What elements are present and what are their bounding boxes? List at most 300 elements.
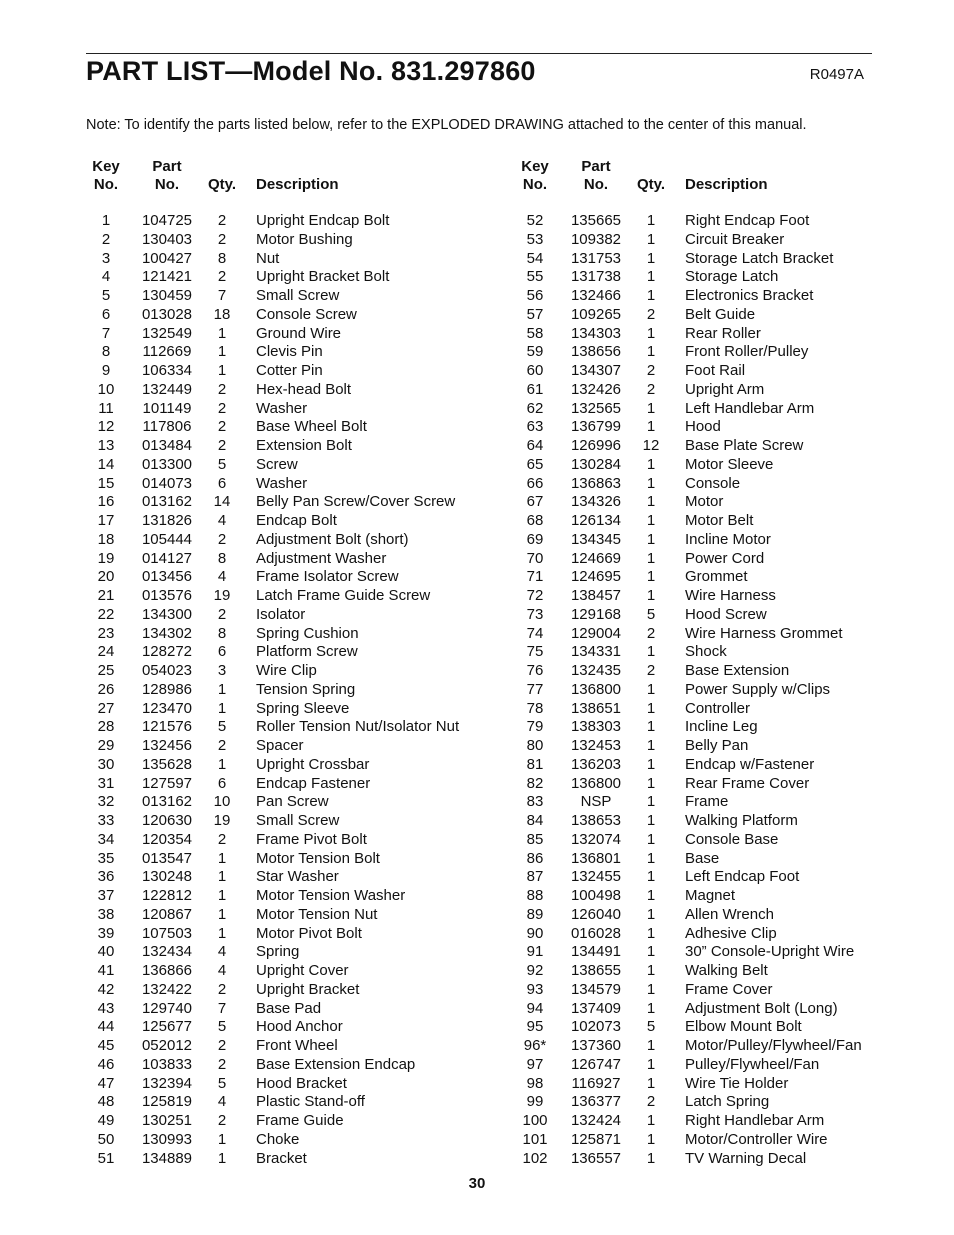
part-number: 101149 (142, 399, 192, 417)
key-number: 70 (526, 549, 544, 567)
part-row (515, 362, 935, 381)
quantity: 1 (646, 680, 656, 698)
key-number: 79 (526, 718, 544, 736)
key-number: 62 (526, 399, 544, 417)
part-description: Elbow Mount Bolt (685, 1018, 802, 1036)
part-number: 126747 (570, 1055, 622, 1073)
part-number: 137409 (570, 999, 622, 1017)
part-description: Star Washer (256, 868, 339, 886)
part-row (86, 906, 506, 925)
quantity: 6 (217, 474, 227, 492)
part-description: Choke (256, 1130, 300, 1148)
part-number: 121576 (141, 718, 193, 736)
part-description: Console Screw (256, 305, 357, 323)
part-row (515, 1000, 935, 1019)
key-number: 2 (101, 230, 111, 248)
key-number: 80 (526, 737, 544, 754)
part-row (515, 343, 935, 362)
quantity: 1 (646, 587, 656, 604)
part-number: 134300 (141, 605, 193, 623)
part-number: 122812 (141, 887, 193, 904)
part-row (515, 1075, 935, 1094)
part-description: Belt Guide (685, 305, 756, 323)
quantity: 1 (646, 1037, 656, 1054)
part-row (515, 1037, 935, 1056)
part-row (515, 756, 935, 775)
part-row (86, 943, 506, 962)
part-row (86, 981, 506, 1000)
quantity: 2 (646, 624, 656, 642)
part-row (515, 643, 935, 662)
part-description: Right Endcap Foot (685, 212, 810, 229)
key-number: 14 (97, 455, 115, 473)
key-number: 60 (526, 362, 544, 379)
key-number: 45 (97, 1037, 115, 1054)
part-row (515, 268, 935, 287)
part-description: Circuit Breaker (685, 230, 785, 248)
key-number: 82 (526, 774, 544, 792)
key-number: 93 (526, 980, 544, 998)
part-description: Latch Spring (685, 1093, 770, 1111)
key-number: 71 (526, 568, 544, 586)
part-description: Frame (685, 793, 729, 811)
quantity: 1 (646, 1149, 656, 1167)
part-description: Spring Sleeve (256, 699, 350, 717)
part-description: Ground Wire (256, 324, 342, 342)
part-number: 013576 (141, 587, 193, 604)
part-description: Hex-head Bolt (256, 380, 352, 398)
part-description: Magnet (685, 887, 736, 904)
part-row (515, 850, 935, 869)
quantity: 1 (217, 324, 227, 342)
key-number: 72 (526, 587, 544, 604)
part-row (86, 512, 506, 531)
part-row (515, 943, 935, 962)
part-row (515, 231, 935, 250)
key-number: 78 (526, 699, 544, 717)
part-row (515, 531, 935, 550)
part-number: 117806 (142, 418, 192, 436)
part-description: Grommet (685, 568, 748, 586)
part-row (86, 550, 506, 569)
key-header: Key No. (521, 158, 549, 193)
part-description: Motor Belt (685, 512, 754, 529)
key-number: 5 (101, 287, 111, 304)
part-row (86, 362, 506, 381)
part-description: Motor/Pulley/Flywheel/Fan (685, 1037, 862, 1054)
part-number: 130248 (141, 868, 193, 886)
part-description: Rear Frame Cover (685, 774, 810, 792)
quantity: 19 (213, 587, 231, 604)
part-description: Roller Tension Nut/Isolator Nut (256, 718, 460, 736)
quantity: 7 (217, 287, 227, 304)
part-description: Front Wheel (256, 1037, 338, 1054)
part-number: 109265 (570, 305, 622, 323)
qty-header: Qty. (636, 176, 666, 193)
part-row (86, 1075, 506, 1094)
part-row (515, 981, 935, 1000)
part-number: 131738 (570, 268, 622, 286)
part-number: 134303 (570, 324, 622, 342)
key-number: 25 (97, 662, 115, 679)
quantity: 2 (217, 230, 227, 248)
part-number: 102073 (570, 1018, 622, 1036)
part-number: 130251 (141, 1112, 193, 1129)
part-row (515, 700, 935, 719)
part-description: Spacer (256, 737, 304, 754)
key-number: 56 (526, 287, 544, 304)
part-description: Base Extension (685, 662, 790, 679)
quantity: 1 (217, 924, 227, 942)
part-row (515, 493, 935, 512)
part-description: Right Handlebar Arm (685, 1112, 825, 1129)
part-row (515, 606, 935, 625)
part-number: 106334 (141, 362, 193, 379)
key-number: 44 (97, 1018, 115, 1036)
key-number: 87 (526, 868, 544, 886)
part-row (515, 831, 935, 850)
part-row (515, 306, 935, 325)
quantity: 1 (646, 1055, 656, 1073)
part-number: 120867 (141, 905, 193, 923)
quantity: 1 (217, 905, 227, 923)
key-number: 21 (97, 587, 115, 604)
key-number: 83 (526, 793, 544, 811)
quantity: 2 (217, 605, 227, 623)
part-description: Power Cord (685, 549, 765, 567)
part-number: 132449 (141, 380, 193, 398)
qty-header: Qty. (207, 176, 237, 193)
key-number: 16 (97, 493, 115, 511)
part-description: Incline Motor (685, 530, 771, 548)
part-row (86, 568, 506, 587)
key-number: 54 (526, 249, 544, 267)
part-description: Walking Platform (685, 812, 798, 829)
part-description: Bracket (256, 1149, 307, 1167)
quantity: 1 (646, 793, 656, 811)
key-number: 51 (97, 1149, 115, 1167)
part-row (515, 1131, 935, 1150)
part-number: 130993 (141, 1130, 193, 1148)
quantity: 1 (217, 1149, 227, 1167)
key-number: 68 (526, 512, 544, 529)
part-number: 136800 (570, 680, 622, 698)
quantity: 2 (217, 418, 227, 436)
part-row (515, 1018, 935, 1037)
part-number: 130459 (141, 287, 193, 304)
quantity: 4 (217, 512, 227, 529)
quantity: 6 (217, 774, 227, 792)
part-number: 013162 (141, 493, 193, 511)
key-number: 38 (97, 905, 115, 923)
key-number: 35 (97, 849, 115, 867)
part-number: 104725 (141, 212, 193, 229)
part-number: 100498 (570, 887, 622, 904)
part-number: 103833 (141, 1055, 193, 1073)
key-number: 90 (526, 924, 544, 942)
key-number: 76 (526, 662, 544, 679)
part-row (86, 793, 506, 812)
key-number: 33 (97, 812, 115, 829)
quantity: 1 (646, 549, 656, 567)
part-description: Hood Screw (685, 605, 767, 623)
part-number: 138656 (570, 343, 622, 361)
part-description: Adjustment Bolt (Long) (685, 999, 838, 1017)
part-row (86, 587, 506, 606)
part-number: 129740 (141, 999, 193, 1017)
quantity: 1 (646, 905, 656, 923)
right-parts-list (515, 212, 935, 1168)
key-number: 39 (97, 924, 115, 942)
part-row (86, 868, 506, 887)
part-number: 134302 (141, 624, 193, 642)
part-description: Frame Cover (685, 980, 773, 998)
part-number: 105444 (141, 530, 193, 548)
part-row (86, 812, 506, 831)
part-description: Power Supply w/Clips (685, 680, 831, 698)
quantity: 14 (213, 493, 231, 511)
part-number: 131753 (570, 249, 622, 267)
key-number: 24 (97, 643, 115, 661)
part-number: 137360 (570, 1037, 622, 1054)
part-number: 127597 (141, 774, 193, 792)
page-number: 30 (468, 1175, 486, 1192)
part-number: 014127 (141, 549, 193, 567)
key-number: 22 (97, 605, 115, 623)
quantity: 4 (217, 943, 227, 961)
quantity: 4 (217, 568, 227, 586)
key-number: 43 (97, 999, 115, 1017)
part-number: 100427 (141, 249, 193, 267)
part-row (515, 1093, 935, 1112)
key-number: 63 (526, 418, 544, 436)
key-number: 102 (522, 1149, 548, 1167)
part-row (515, 868, 935, 887)
part-description: Small Screw (256, 812, 340, 829)
part-number: 128272 (141, 643, 193, 661)
part-row (86, 306, 506, 325)
part-row (86, 1131, 506, 1150)
quantity: 2 (217, 212, 227, 229)
key-number: 8 (101, 343, 111, 361)
quantity: 1 (646, 493, 656, 511)
key-number: 89 (526, 905, 544, 923)
part-row (515, 212, 935, 231)
part-row (86, 381, 506, 400)
part-description: Base Extension Endcap (256, 1055, 416, 1073)
quantity: 1 (646, 849, 656, 867)
part-row (86, 962, 506, 981)
part-row (515, 887, 935, 906)
part-description: Rear Roller (685, 324, 761, 342)
key-number: 26 (97, 680, 115, 698)
quantity: 10 (213, 793, 231, 811)
part-row (86, 231, 506, 250)
part-description: Motor Tension Washer (256, 887, 406, 904)
part-number: 130403 (141, 230, 193, 248)
note-text: Note: To identify the parts listed below, refer to the EXPLODED DRAWING attached to the center of this manual. (86, 117, 807, 133)
quantity: 1 (646, 268, 656, 286)
part-description: Hood Anchor (256, 1018, 343, 1036)
part-number: 129004 (570, 624, 622, 642)
key-number: 69 (526, 530, 544, 548)
key-number: 48 (97, 1093, 115, 1111)
key-number: 92 (526, 962, 544, 979)
quantity: 19 (213, 812, 231, 829)
quantity: 1 (217, 849, 227, 867)
quantity: 1 (646, 643, 656, 661)
page-title: PART LIST—Model No. 831.297860 (86, 56, 536, 86)
part-description: Motor/Controller Wire (685, 1130, 828, 1148)
key-number: 32 (97, 793, 115, 811)
part-description: 30” Console-Upright Wire (685, 943, 855, 961)
part-number: 124695 (570, 568, 622, 586)
quantity: 1 (646, 1074, 656, 1092)
key-number: 85 (526, 830, 544, 848)
part-description: Adjustment Bolt (short) (256, 530, 409, 548)
key-number: 20 (97, 568, 115, 586)
key-number: 88 (526, 887, 544, 904)
key-number: 58 (526, 324, 544, 342)
part-description: Left Endcap Foot (685, 868, 800, 886)
part-number: 132426 (570, 380, 622, 398)
part-description: TV Warning Decal (685, 1149, 807, 1167)
part-number: 130284 (570, 455, 622, 473)
quantity: 1 (646, 924, 656, 942)
part-description: Motor Sleeve (685, 455, 774, 473)
part-number: 134331 (570, 643, 622, 661)
part-row (515, 381, 935, 400)
quantity: 1 (646, 212, 656, 229)
part-number: 125871 (570, 1130, 622, 1148)
part-row (515, 287, 935, 306)
key-header: Key No. (92, 158, 120, 193)
quantity: 2 (646, 380, 656, 398)
part-description: Shock (685, 643, 727, 661)
part-row (86, 737, 506, 756)
part-description: Extension Bolt (256, 437, 352, 454)
key-number: 65 (526, 455, 544, 473)
part-number: 132422 (141, 980, 193, 998)
part-number: 013547 (141, 849, 193, 867)
part-row (86, 681, 506, 700)
part-number: 132434 (141, 943, 193, 961)
key-number: 98 (526, 1074, 544, 1092)
quantity: 1 (217, 343, 227, 361)
part-description: Spring (256, 943, 300, 961)
part-description: Frame Pivot Bolt (256, 830, 367, 848)
quantity: 1 (646, 512, 656, 529)
quantity: 1 (646, 699, 656, 717)
part-row (86, 1056, 506, 1075)
part-row (86, 250, 506, 269)
part-description: Storage Latch (685, 268, 779, 286)
quantity: 8 (217, 249, 227, 267)
part-row (86, 643, 506, 662)
part-description: Tension Spring (256, 680, 356, 698)
part-number: 136866 (141, 962, 193, 979)
part-number: 138651 (570, 699, 622, 717)
part-row (515, 681, 935, 700)
key-number: 9 (101, 362, 111, 379)
part-row (86, 475, 506, 494)
quantity: 1 (646, 1112, 656, 1129)
part-row (515, 1150, 935, 1169)
part-description: Frame Guide (256, 1112, 344, 1129)
part-description: Wire Tie Holder (685, 1074, 789, 1092)
part-row (86, 1018, 506, 1037)
key-number: 86 (526, 849, 544, 867)
part-row (86, 287, 506, 306)
part-description: Frame Isolator Screw (256, 568, 399, 586)
part-row (86, 718, 506, 737)
part-description: Incline Leg (685, 718, 758, 736)
part-row (86, 418, 506, 437)
part-number: 132453 (570, 737, 622, 754)
part-number: 132549 (141, 324, 193, 342)
part-row (86, 606, 506, 625)
quantity: 2 (217, 437, 227, 454)
part-number: 123470 (141, 699, 193, 717)
part-description: Platform Screw (256, 643, 358, 661)
part-row (86, 343, 506, 362)
part-description: Base Wheel Bolt (256, 418, 367, 436)
key-number: 3 (101, 249, 111, 267)
description-header: Description (685, 176, 768, 193)
part-number: 135628 (141, 755, 193, 773)
key-number: 11 (98, 399, 114, 417)
quantity: 1 (217, 1130, 227, 1148)
part-description: Motor (685, 493, 724, 511)
description-header: Description (256, 176, 339, 193)
quantity: 5 (217, 455, 227, 473)
part-description: Storage Latch Bracket (685, 249, 834, 267)
part-row (86, 887, 506, 906)
quantity: 8 (217, 624, 227, 642)
quantity: 1 (646, 980, 656, 998)
part-row (515, 250, 935, 269)
quantity: 2 (217, 1037, 227, 1054)
part-number: 138653 (570, 812, 622, 829)
part-row (86, 1000, 506, 1019)
part-row (86, 662, 506, 681)
part-row (86, 325, 506, 344)
part-number: 124669 (570, 549, 622, 567)
part-description: Foot Rail (685, 362, 746, 379)
key-number: 101 (522, 1130, 548, 1148)
quantity: 2 (217, 830, 227, 848)
key-number: 49 (97, 1112, 115, 1129)
part-row (515, 550, 935, 569)
quantity: 2 (217, 1112, 227, 1129)
part-row (86, 1112, 506, 1131)
quantity: 1 (646, 943, 656, 961)
part-number: 138303 (570, 718, 622, 736)
part-description: Base (685, 849, 720, 867)
key-number: 52 (526, 212, 544, 229)
quantity: 1 (646, 474, 656, 492)
quantity: 5 (217, 1018, 227, 1036)
quantity: 1 (646, 324, 656, 342)
key-number: 34 (97, 830, 115, 848)
part-number: 134307 (570, 362, 622, 379)
part-number: 135665 (570, 212, 622, 229)
quantity: 1 (646, 530, 656, 548)
part-row (86, 1037, 506, 1056)
quantity: 1 (646, 418, 656, 436)
part-description: Endcap Fastener (256, 774, 371, 792)
key-number: 12 (97, 418, 115, 436)
